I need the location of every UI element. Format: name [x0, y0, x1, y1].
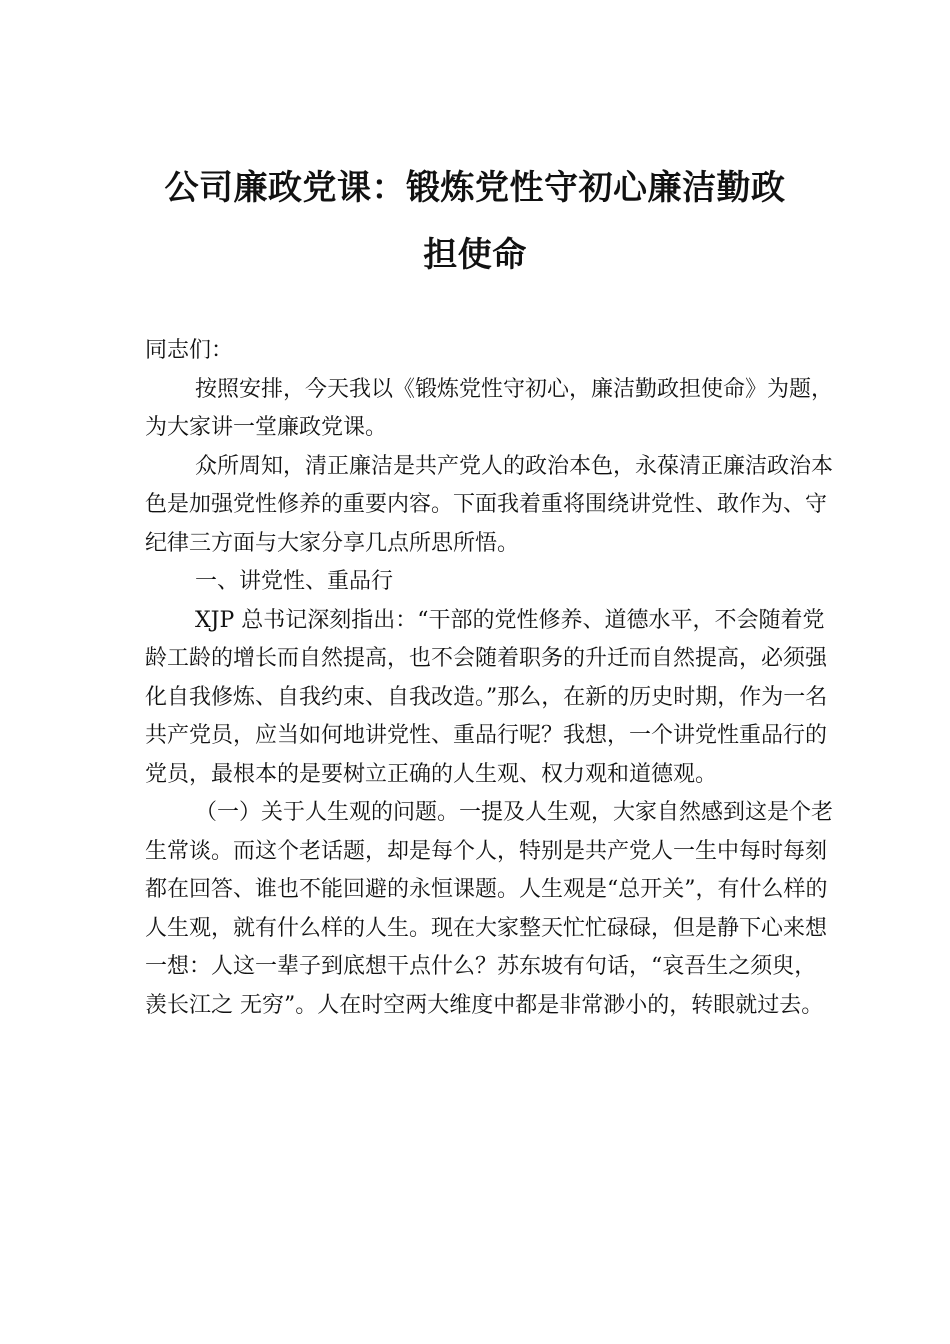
section-heading: 一、讲党性、重品行 [195, 569, 394, 594]
paragraph-overview: 众所周知，清正廉洁是共产党人的政治本色，永葆清正廉洁政治本色是加强党性修养的重要内容。下面我着重将围绕讲党性、敢作为、守纪律三方面与大家分享几点所思所悟。 [145, 453, 834, 556]
document-body [145, 332, 835, 1025]
title-line-1: 公司廉政党课：锻炼党性守初心廉洁勤政 [164, 168, 786, 208]
title-line-2: 担使命 [423, 235, 527, 275]
paragraph-intro: 按照安排，今天我以《锻炼党性守初心，廉洁勤政担使命》为题，为大家讲一堂廉政党课。 [145, 376, 834, 440]
paragraph-quote: XJP 总书记深刻指出：“干部的党性修养、道德水平，不会随着党龄工龄的增长而自然提高，也不会随着职务的升迁而自然提高，必须强化自我修炼、自我约束、自我改造。”那么，在新的历史时期，作为一名共产党员，应当如何地讲党性、重品行呢？我想，一个讲党性重品行的党员，最根本的是要树立正确的人生观、权力观和道德观。 [145, 607, 828, 787]
paragraph-life-view: （一）关于人生观的问题。一提及人生观，大家自然感到这是个老生常谈。而这个老话题，却是每个人，特别是共产党人一生中每时每刻都在回答、谁也不能回避的永恒课题。人生观是“总开关”，有什么样的人生观，就有什么样的人生。现在大家整天忙忙碌碌，但是静下心来想一想：人这一辈子到底想干点什么？苏东坡有句话，“哀吾生之须臾，羡长江之 无穷”。人在时空两大维度中都是非常渺小的，转眼就过去。 [145, 800, 834, 1018]
greeting: 同志们： [145, 338, 234, 363]
document-title [120, 155, 830, 289]
